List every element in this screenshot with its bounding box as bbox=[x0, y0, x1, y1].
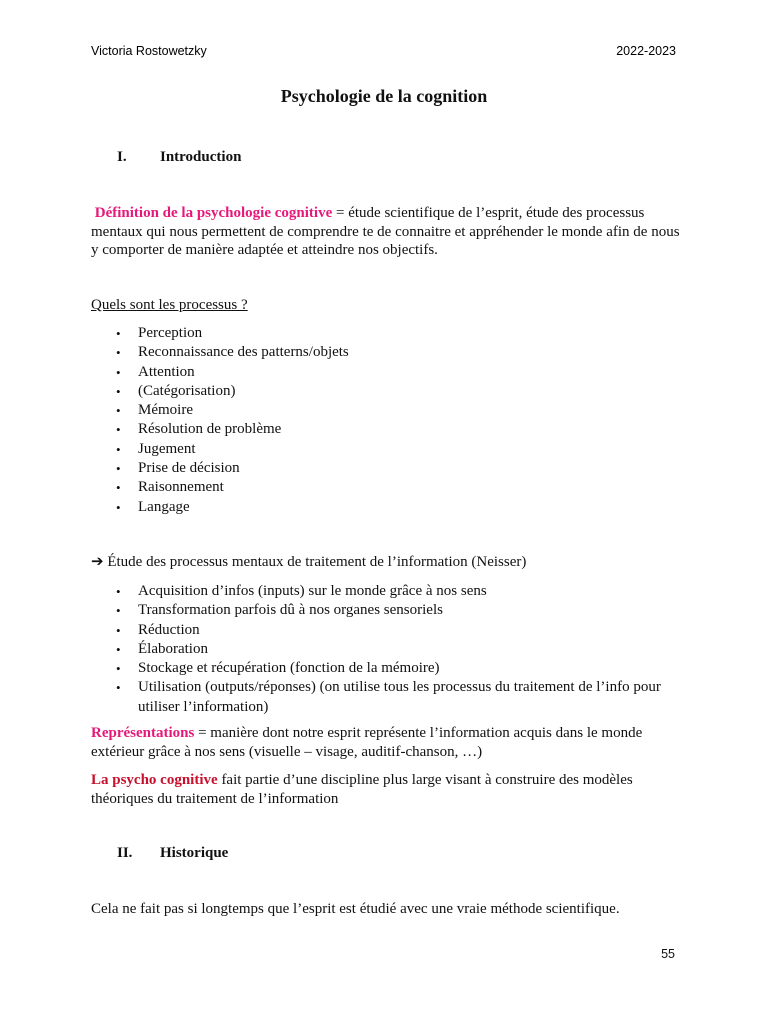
header-year: 2022-2023 bbox=[616, 44, 676, 58]
list-item-text: Réduction bbox=[138, 621, 200, 638]
list-item bbox=[91, 343, 661, 362]
representations-term: Représentations bbox=[91, 725, 195, 741]
page-number: 55 bbox=[661, 947, 675, 961]
representations-text: = manière dont notre esprit représente l’information acquis dans le monde extérieur grâce à nos sens (visuelle – visage, auditif-chanson, …) bbox=[91, 725, 643, 760]
list-item bbox=[91, 478, 661, 497]
bullet-icon: • bbox=[116, 441, 121, 457]
list-item bbox=[91, 363, 661, 382]
list-item-text: Perception bbox=[138, 325, 203, 341]
psycho-cognitive-term: La psycho cognitive bbox=[91, 772, 218, 788]
list-item bbox=[91, 420, 661, 439]
section-number: I. bbox=[117, 149, 127, 165]
list-item-text: Élaboration bbox=[138, 640, 208, 657]
information-processing-list bbox=[91, 582, 661, 717]
header-author: Victoria Rostowetzky bbox=[91, 44, 207, 58]
list-item bbox=[91, 459, 661, 478]
list-item-text: Acquisition d’infos (inputs) sur le monde grâce à nos sens bbox=[138, 583, 487, 599]
list-item bbox=[91, 678, 661, 717]
section-heading-introduction bbox=[117, 149, 241, 166]
bullet-icon: • bbox=[116, 461, 121, 477]
list-item-text: Mémoire bbox=[138, 402, 193, 419]
list-item-text: Prise de décision bbox=[138, 460, 240, 477]
processes-question: Quels sont les processus ? bbox=[91, 297, 248, 313]
bullet-icon: • bbox=[116, 584, 121, 599]
list-item bbox=[91, 601, 661, 620]
bullet-icon: • bbox=[116, 603, 121, 619]
bullet-icon: • bbox=[116, 364, 121, 380]
page-title: Psychologie de la cognition bbox=[280, 86, 488, 106]
list-item bbox=[91, 659, 661, 678]
arrow-icon: ➔ bbox=[91, 554, 104, 570]
processes-list bbox=[91, 324, 661, 517]
section-number: II. bbox=[117, 845, 133, 861]
list-item bbox=[91, 382, 661, 401]
list-item-text: Reconnaissance des patterns/objets bbox=[138, 344, 349, 361]
psycho-cognitive-paragraph bbox=[91, 771, 681, 808]
section-title: Historique bbox=[160, 845, 229, 861]
bullet-icon: • bbox=[116, 680, 121, 696]
section-title: Introduction bbox=[160, 149, 242, 165]
list-item-text: (Catégorisation) bbox=[138, 382, 236, 399]
list-item-text: Utilisation (outputs/réponses) (on utilise tous les processus du traitement de l’info pour utiliser l’information) bbox=[138, 679, 661, 715]
bullet-icon: • bbox=[116, 326, 121, 341]
bullet-icon: • bbox=[116, 641, 121, 657]
list-item-text: Transformation parfois dû à nos organes sensoriels bbox=[138, 602, 443, 619]
information-processing-intro bbox=[91, 552, 526, 571]
list-item bbox=[91, 640, 661, 659]
section-heading-historique bbox=[117, 845, 228, 862]
definition-text: = étude scientifique de l’esprit, étude des processus mentaux qui nous permettent de comprendre te de connaitre et appréhender le monde afin de nous y comporter de manière adaptée et atteindre nos objectifs. bbox=[91, 205, 680, 258]
definition-paragraph bbox=[91, 204, 681, 260]
list-item-text: Langage bbox=[138, 498, 190, 515]
list-item-text: Stockage et récupération (fonction de la mémoire) bbox=[138, 660, 440, 677]
psycho-cognitive-text: fait partie d’une discipline plus large visant à construire des modèles théoriques du traitement de l’information bbox=[91, 772, 633, 807]
list-item bbox=[91, 498, 661, 517]
bullet-icon: • bbox=[116, 622, 121, 638]
list-item-text: Raisonnement bbox=[138, 479, 224, 496]
bullet-icon: • bbox=[116, 345, 121, 361]
definition-term: Définition de la psychologie cognitive bbox=[94, 205, 333, 221]
bullet-icon: • bbox=[116, 403, 121, 419]
list-item bbox=[91, 582, 661, 601]
list-item bbox=[91, 401, 661, 420]
list-item-text: Jugement bbox=[138, 440, 196, 457]
list-item bbox=[91, 621, 661, 640]
bullet-icon: • bbox=[116, 499, 121, 515]
bullet-icon: • bbox=[116, 383, 121, 399]
list-item bbox=[91, 440, 661, 459]
list-item bbox=[91, 324, 661, 343]
representations-paragraph bbox=[91, 724, 681, 761]
bullet-icon: • bbox=[116, 422, 121, 438]
information-processing-text: Étude des processus mentaux de traitement de l’information (Neisser) bbox=[103, 554, 527, 570]
historique-paragraph: Cela ne fait pas si longtemps que l’esprit est étudié avec une vraie méthode scientifique. bbox=[91, 901, 620, 917]
bullet-icon: • bbox=[116, 480, 121, 496]
list-item-text: Attention bbox=[138, 363, 195, 380]
list-item-text: Résolution de problème bbox=[138, 421, 282, 438]
bullet-icon: • bbox=[116, 661, 121, 677]
